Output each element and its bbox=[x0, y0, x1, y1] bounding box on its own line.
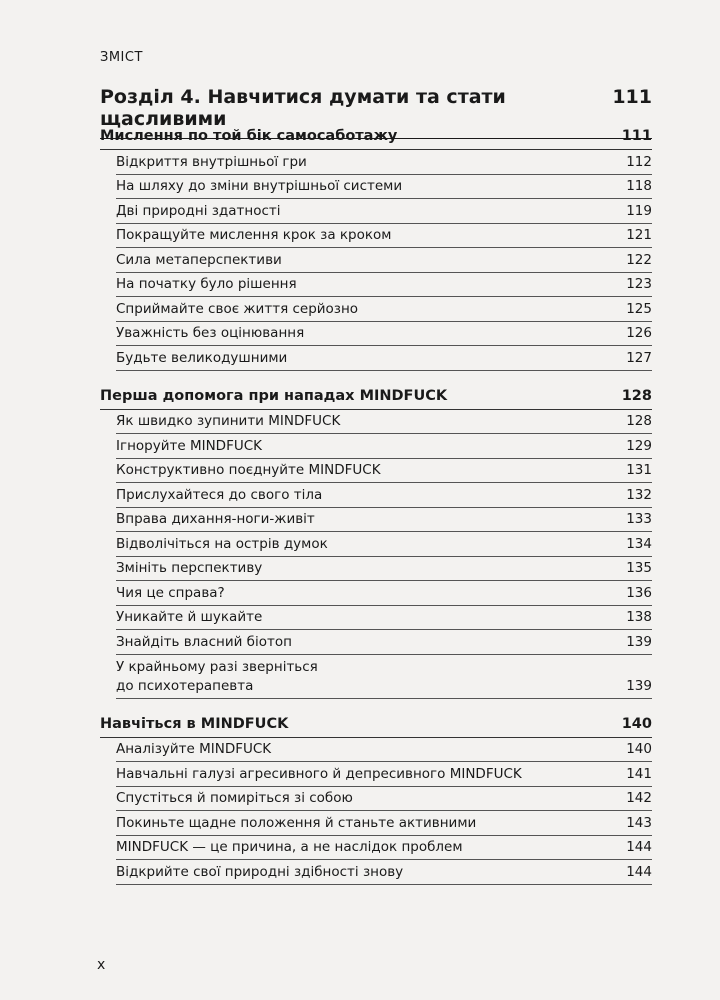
toc-entry: На початку було рішення 123 bbox=[116, 273, 652, 298]
toc-entry: Змініть перспективу 135 bbox=[116, 557, 652, 582]
chapter-title: Розділ 4. Навчитися думати та стати щасливими bbox=[100, 86, 506, 130]
page-number: x bbox=[97, 957, 106, 973]
toc-entry: Аналізуйте MINDFUCK 140 bbox=[116, 738, 652, 763]
toc-section bbox=[100, 384, 652, 699]
toc-entry: Відкрийте свої природні здібності знову 144 bbox=[116, 860, 652, 885]
toc-entry: Уникайте й шукайте 138 bbox=[116, 606, 652, 631]
toc-entry: Ігноруйте MINDFUCK 129 bbox=[116, 434, 652, 459]
table-of-contents bbox=[100, 124, 652, 898]
toc-entry: Покиньте щадне положення й станьте активними 143 bbox=[116, 811, 652, 836]
toc-entry: Прислухайтеся до свого тіла 132 bbox=[116, 483, 652, 508]
toc-entry: Вправа дихання-ноги-живіт 133 bbox=[116, 508, 652, 533]
toc-entry: Покращуйте мислення крок за кроком 121 bbox=[116, 224, 652, 249]
toc-entry: Відволічіться на острів думок 134 bbox=[116, 532, 652, 557]
toc-entry: Сила метаперспективи 122 bbox=[116, 248, 652, 273]
toc-entry: MINDFUCK — це причина, а не наслідок проблем 144 bbox=[116, 836, 652, 861]
toc-entry: Навчальні галузі агресивного й депресивного MINDFUCK 141 bbox=[116, 762, 652, 787]
toc-entry: Будьте великодушними 127 bbox=[116, 346, 652, 371]
section-heading: Навчіться в MINDFUCK 140 bbox=[100, 712, 652, 738]
toc-entry: Як швидко зупинити MINDFUCK 128 bbox=[116, 410, 652, 435]
section-heading: Перша допомога при нападах MINDFUCK 128 bbox=[100, 384, 652, 410]
toc-section bbox=[100, 712, 652, 885]
toc-entry: Конструктивно поєднуйте MINDFUCK 131 bbox=[116, 459, 652, 484]
chapter-page: 111 bbox=[612, 86, 652, 108]
toc-entry: Відкриття внутрішньої гри 112 bbox=[116, 150, 652, 175]
section-heading: Мислення по той бік самосаботажу 111 bbox=[100, 124, 652, 150]
toc-entry: Сприймайте своє життя серйозно 125 bbox=[116, 297, 652, 322]
toc-entry: Спустіться й помиріться зі собою 142 bbox=[116, 787, 652, 812]
toc-entry: Уважність без оцінювання 126 bbox=[116, 322, 652, 347]
toc-section bbox=[100, 124, 652, 371]
running-head: ЗМІСТ bbox=[100, 50, 143, 65]
toc-entry: У крайньому разі зверніться до психотерапевта 139 bbox=[116, 655, 652, 699]
toc-entry: Чия це справа? 136 bbox=[116, 581, 652, 606]
toc-entry: Знайдіть власний біотоп 139 bbox=[116, 630, 652, 655]
toc-entry: На шляху до зміни внутрішньої системи 118 bbox=[116, 175, 652, 200]
toc-entry: Дві природні здатності 119 bbox=[116, 199, 652, 224]
